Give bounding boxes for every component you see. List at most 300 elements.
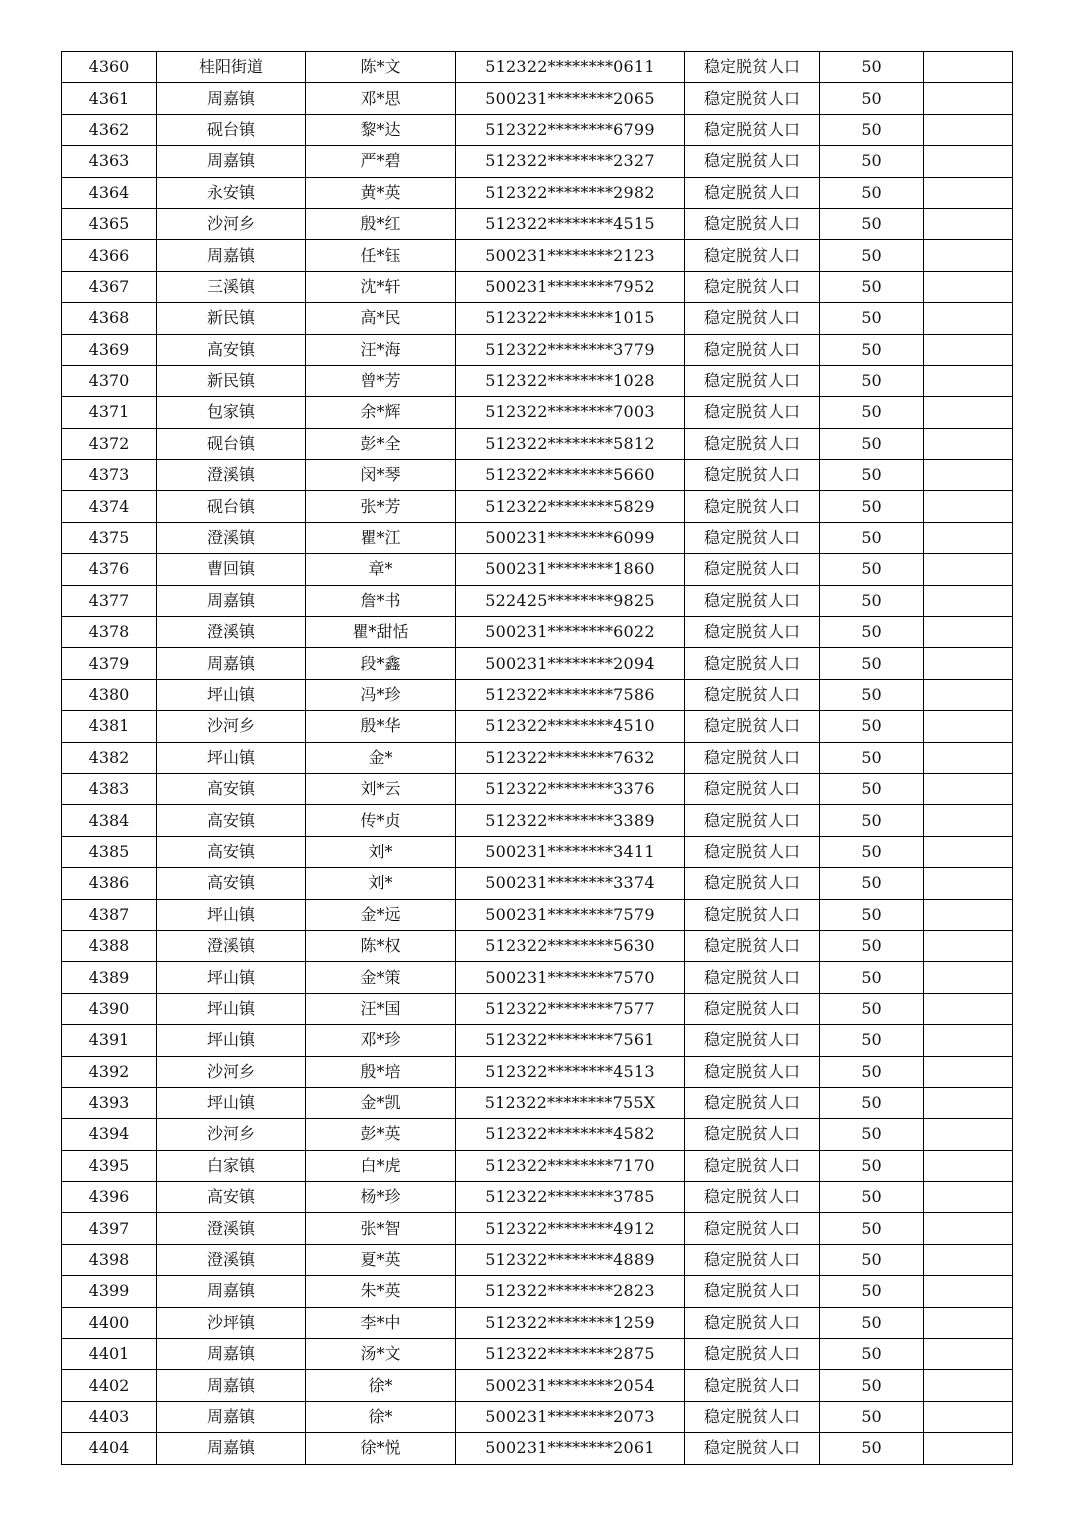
table-row xyxy=(62,648,1013,679)
table-row xyxy=(62,868,1013,899)
id-number-cell: 512322********5630 xyxy=(456,930,685,961)
category-cell: 稳定脱贫人口 xyxy=(685,711,820,742)
table-row xyxy=(62,460,1013,491)
subsidy-recipient-table xyxy=(61,51,1013,1465)
table-row xyxy=(62,1401,1013,1432)
town-cell: 坪山镇 xyxy=(157,742,306,773)
note-cell xyxy=(924,522,1013,553)
id-number-cell: 500231********7579 xyxy=(456,899,685,930)
amount-cell: 50 xyxy=(820,1401,924,1432)
category-cell: 稳定脱贫人口 xyxy=(685,868,820,899)
table-row xyxy=(62,491,1013,522)
town-cell: 澄溪镇 xyxy=(157,522,306,553)
name-cell: 曾*芳 xyxy=(306,365,456,396)
note-cell xyxy=(924,868,1013,899)
serial-number-cell: 4377 xyxy=(62,585,157,616)
amount-cell: 50 xyxy=(820,240,924,271)
table-row xyxy=(62,1087,1013,1118)
table-row xyxy=(62,1339,1013,1370)
table-row xyxy=(62,334,1013,365)
town-cell: 坪山镇 xyxy=(157,679,306,710)
amount-cell: 50 xyxy=(820,1150,924,1181)
name-cell: 瞿*甜恬 xyxy=(306,617,456,648)
name-cell: 任*钰 xyxy=(306,240,456,271)
note-cell xyxy=(924,491,1013,522)
table-row xyxy=(62,1025,1013,1056)
serial-number-cell: 4378 xyxy=(62,617,157,648)
note-cell xyxy=(924,742,1013,773)
serial-number-cell: 4391 xyxy=(62,1025,157,1056)
table-row xyxy=(62,899,1013,930)
note-cell xyxy=(924,805,1013,836)
serial-number-cell: 4371 xyxy=(62,397,157,428)
town-cell: 坪山镇 xyxy=(157,993,306,1024)
name-cell: 邓*珍 xyxy=(306,1025,456,1056)
category-cell: 稳定脱贫人口 xyxy=(685,1150,820,1181)
id-number-cell: 512322********4912 xyxy=(456,1213,685,1244)
table-row xyxy=(62,1244,1013,1275)
category-cell: 稳定脱贫人口 xyxy=(685,1401,820,1432)
table-row xyxy=(62,1182,1013,1213)
name-cell: 冯*珍 xyxy=(306,679,456,710)
note-cell xyxy=(924,617,1013,648)
id-number-cell: 512322********5829 xyxy=(456,491,685,522)
note-cell xyxy=(924,1433,1013,1464)
id-number-cell: 522425********9825 xyxy=(456,585,685,616)
table-row xyxy=(62,1150,1013,1181)
serial-number-cell: 4399 xyxy=(62,1276,157,1307)
town-cell: 周嘉镇 xyxy=(157,1401,306,1432)
id-number-cell: 500231********6099 xyxy=(456,522,685,553)
serial-number-cell: 4385 xyxy=(62,836,157,867)
town-cell: 高安镇 xyxy=(157,836,306,867)
note-cell xyxy=(924,1307,1013,1338)
name-cell: 殷*华 xyxy=(306,711,456,742)
table-row xyxy=(62,617,1013,648)
table-row xyxy=(62,522,1013,553)
town-cell: 砚台镇 xyxy=(157,491,306,522)
town-cell: 周嘉镇 xyxy=(157,83,306,114)
id-number-cell: 512322********6799 xyxy=(456,114,685,145)
amount-cell: 50 xyxy=(820,711,924,742)
category-cell: 稳定脱贫人口 xyxy=(685,993,820,1024)
amount-cell: 50 xyxy=(820,1307,924,1338)
town-cell: 周嘉镇 xyxy=(157,1370,306,1401)
amount-cell: 50 xyxy=(820,1370,924,1401)
category-cell: 稳定脱贫人口 xyxy=(685,1244,820,1275)
town-cell: 永安镇 xyxy=(157,177,306,208)
name-cell: 瞿*江 xyxy=(306,522,456,553)
serial-number-cell: 4374 xyxy=(62,491,157,522)
serial-number-cell: 4398 xyxy=(62,1244,157,1275)
town-cell: 澄溪镇 xyxy=(157,460,306,491)
town-cell: 坪山镇 xyxy=(157,1025,306,1056)
table-row xyxy=(62,114,1013,145)
category-cell: 稳定脱贫人口 xyxy=(685,146,820,177)
name-cell: 陈*文 xyxy=(306,52,456,83)
amount-cell: 50 xyxy=(820,83,924,114)
name-cell: 殷*培 xyxy=(306,1056,456,1087)
serial-number-cell: 4404 xyxy=(62,1433,157,1464)
id-number-cell: 500231********1860 xyxy=(456,554,685,585)
table-row xyxy=(62,1276,1013,1307)
name-cell: 段*鑫 xyxy=(306,648,456,679)
id-number-cell: 512322********0611 xyxy=(456,52,685,83)
name-cell: 黎*达 xyxy=(306,114,456,145)
id-number-cell: 500231********2073 xyxy=(456,1401,685,1432)
id-number-cell: 512322********2982 xyxy=(456,177,685,208)
town-cell: 沙河乡 xyxy=(157,1056,306,1087)
category-cell: 稳定脱贫人口 xyxy=(685,52,820,83)
note-cell xyxy=(924,1276,1013,1307)
id-number-cell: 512322********2875 xyxy=(456,1339,685,1370)
category-cell: 稳定脱贫人口 xyxy=(685,1276,820,1307)
town-cell: 沙河乡 xyxy=(157,1119,306,1150)
name-cell: 章* xyxy=(306,554,456,585)
id-number-cell: 512322********2823 xyxy=(456,1276,685,1307)
town-cell: 砚台镇 xyxy=(157,114,306,145)
note-cell xyxy=(924,428,1013,459)
table-row xyxy=(62,711,1013,742)
table-row xyxy=(62,397,1013,428)
town-cell: 曹回镇 xyxy=(157,554,306,585)
name-cell: 张*芳 xyxy=(306,491,456,522)
town-cell: 周嘉镇 xyxy=(157,1276,306,1307)
table-row xyxy=(62,83,1013,114)
town-cell: 高安镇 xyxy=(157,773,306,804)
table-row xyxy=(62,1307,1013,1338)
amount-cell: 50 xyxy=(820,177,924,208)
amount-cell: 50 xyxy=(820,648,924,679)
table-row xyxy=(62,962,1013,993)
name-cell: 彭*英 xyxy=(306,1119,456,1150)
name-cell: 张*智 xyxy=(306,1213,456,1244)
table-row xyxy=(62,428,1013,459)
note-cell xyxy=(924,1150,1013,1181)
serial-number-cell: 4367 xyxy=(62,271,157,302)
id-number-cell: 500231********7952 xyxy=(456,271,685,302)
category-cell: 稳定脱贫人口 xyxy=(685,742,820,773)
town-cell: 周嘉镇 xyxy=(157,648,306,679)
category-cell: 稳定脱贫人口 xyxy=(685,208,820,239)
serial-number-cell: 4373 xyxy=(62,460,157,491)
note-cell xyxy=(924,836,1013,867)
id-number-cell: 512322********2327 xyxy=(456,146,685,177)
serial-number-cell: 4376 xyxy=(62,554,157,585)
category-cell: 稳定脱贫人口 xyxy=(685,114,820,145)
serial-number-cell: 4366 xyxy=(62,240,157,271)
serial-number-cell: 4372 xyxy=(62,428,157,459)
serial-number-cell: 4397 xyxy=(62,1213,157,1244)
category-cell: 稳定脱贫人口 xyxy=(685,1182,820,1213)
town-cell: 新民镇 xyxy=(157,365,306,396)
name-cell: 徐* xyxy=(306,1370,456,1401)
amount-cell: 50 xyxy=(820,868,924,899)
town-cell: 澄溪镇 xyxy=(157,617,306,648)
name-cell: 金* xyxy=(306,742,456,773)
category-cell: 稳定脱贫人口 xyxy=(685,83,820,114)
amount-cell: 50 xyxy=(820,397,924,428)
name-cell: 闵*琴 xyxy=(306,460,456,491)
serial-number-cell: 4389 xyxy=(62,962,157,993)
amount-cell: 50 xyxy=(820,1433,924,1464)
category-cell: 稳定脱贫人口 xyxy=(685,240,820,271)
category-cell: 稳定脱贫人口 xyxy=(685,930,820,961)
table-row xyxy=(62,271,1013,302)
table-row xyxy=(62,930,1013,961)
note-cell xyxy=(924,648,1013,679)
town-cell: 沙河乡 xyxy=(157,711,306,742)
note-cell xyxy=(924,1370,1013,1401)
id-number-cell: 512322********7632 xyxy=(456,742,685,773)
name-cell: 金*策 xyxy=(306,962,456,993)
category-cell: 稳定脱贫人口 xyxy=(685,1307,820,1338)
category-cell: 稳定脱贫人口 xyxy=(685,617,820,648)
id-number-cell: 512322********4515 xyxy=(456,208,685,239)
category-cell: 稳定脱贫人口 xyxy=(685,836,820,867)
town-cell: 澄溪镇 xyxy=(157,930,306,961)
serial-number-cell: 4392 xyxy=(62,1056,157,1087)
name-cell: 高*民 xyxy=(306,303,456,334)
category-cell: 稳定脱贫人口 xyxy=(685,773,820,804)
amount-cell: 50 xyxy=(820,1119,924,1150)
serial-number-cell: 4402 xyxy=(62,1370,157,1401)
name-cell: 余*辉 xyxy=(306,397,456,428)
name-cell: 邓*思 xyxy=(306,83,456,114)
note-cell xyxy=(924,554,1013,585)
name-cell: 黄*英 xyxy=(306,177,456,208)
id-number-cell: 512322********5812 xyxy=(456,428,685,459)
note-cell xyxy=(924,365,1013,396)
table-row xyxy=(62,1056,1013,1087)
serial-number-cell: 4401 xyxy=(62,1339,157,1370)
category-cell: 稳定脱贫人口 xyxy=(685,491,820,522)
amount-cell: 50 xyxy=(820,1025,924,1056)
category-cell: 稳定脱贫人口 xyxy=(685,397,820,428)
amount-cell: 50 xyxy=(820,271,924,302)
note-cell xyxy=(924,52,1013,83)
serial-number-cell: 4395 xyxy=(62,1150,157,1181)
table-row xyxy=(62,1213,1013,1244)
category-cell: 稳定脱贫人口 xyxy=(685,1119,820,1150)
name-cell: 杨*珍 xyxy=(306,1182,456,1213)
note-cell xyxy=(924,711,1013,742)
serial-number-cell: 4390 xyxy=(62,993,157,1024)
note-cell xyxy=(924,334,1013,365)
serial-number-cell: 4363 xyxy=(62,146,157,177)
serial-number-cell: 4361 xyxy=(62,83,157,114)
town-cell: 三溪镇 xyxy=(157,271,306,302)
town-cell: 新民镇 xyxy=(157,303,306,334)
amount-cell: 50 xyxy=(820,208,924,239)
amount-cell: 50 xyxy=(820,742,924,773)
table-row xyxy=(62,208,1013,239)
serial-number-cell: 4383 xyxy=(62,773,157,804)
name-cell: 詹*书 xyxy=(306,585,456,616)
id-number-cell: 512322********755X xyxy=(456,1087,685,1118)
note-cell xyxy=(924,1119,1013,1150)
note-cell xyxy=(924,773,1013,804)
note-cell xyxy=(924,899,1013,930)
category-cell: 稳定脱贫人口 xyxy=(685,1370,820,1401)
note-cell xyxy=(924,679,1013,710)
amount-cell: 50 xyxy=(820,617,924,648)
serial-number-cell: 4381 xyxy=(62,711,157,742)
name-cell: 彭*全 xyxy=(306,428,456,459)
town-cell: 澄溪镇 xyxy=(157,1213,306,1244)
id-number-cell: 512322********1015 xyxy=(456,303,685,334)
note-cell xyxy=(924,1401,1013,1432)
amount-cell: 50 xyxy=(820,1276,924,1307)
category-cell: 稳定脱贫人口 xyxy=(685,177,820,208)
town-cell: 坪山镇 xyxy=(157,962,306,993)
amount-cell: 50 xyxy=(820,334,924,365)
name-cell: 刘* xyxy=(306,868,456,899)
town-cell: 周嘉镇 xyxy=(157,240,306,271)
note-cell xyxy=(924,1056,1013,1087)
id-number-cell: 500231********3374 xyxy=(456,868,685,899)
id-number-cell: 512322********7561 xyxy=(456,1025,685,1056)
amount-cell: 50 xyxy=(820,491,924,522)
name-cell: 夏*英 xyxy=(306,1244,456,1275)
table-row xyxy=(62,52,1013,83)
id-number-cell: 512322********4513 xyxy=(456,1056,685,1087)
table-row xyxy=(62,1119,1013,1150)
id-number-cell: 500231********2061 xyxy=(456,1433,685,1464)
id-number-cell: 512322********3389 xyxy=(456,805,685,836)
serial-number-cell: 4365 xyxy=(62,208,157,239)
table-row xyxy=(62,365,1013,396)
note-cell xyxy=(924,303,1013,334)
note-cell xyxy=(924,1087,1013,1118)
town-cell: 周嘉镇 xyxy=(157,585,306,616)
id-number-cell: 500231********7570 xyxy=(456,962,685,993)
id-number-cell: 512322********3785 xyxy=(456,1182,685,1213)
amount-cell: 50 xyxy=(820,460,924,491)
note-cell xyxy=(924,177,1013,208)
name-cell: 汤*文 xyxy=(306,1339,456,1370)
amount-cell: 50 xyxy=(820,930,924,961)
serial-number-cell: 4370 xyxy=(62,365,157,396)
id-number-cell: 512322********3779 xyxy=(456,334,685,365)
town-cell: 坪山镇 xyxy=(157,899,306,930)
amount-cell: 50 xyxy=(820,554,924,585)
id-number-cell: 500231********2123 xyxy=(456,240,685,271)
town-cell: 桂阳街道 xyxy=(157,52,306,83)
amount-cell: 50 xyxy=(820,428,924,459)
table-row xyxy=(62,303,1013,334)
table-row xyxy=(62,177,1013,208)
id-number-cell: 512322********4510 xyxy=(456,711,685,742)
table-row xyxy=(62,993,1013,1024)
amount-cell: 50 xyxy=(820,146,924,177)
town-cell: 周嘉镇 xyxy=(157,146,306,177)
note-cell xyxy=(924,1244,1013,1275)
note-cell xyxy=(924,1025,1013,1056)
serial-number-cell: 4380 xyxy=(62,679,157,710)
table-row xyxy=(62,742,1013,773)
note-cell xyxy=(924,208,1013,239)
name-cell: 传*贞 xyxy=(306,805,456,836)
id-number-cell: 512322********7577 xyxy=(456,993,685,1024)
amount-cell: 50 xyxy=(820,1213,924,1244)
category-cell: 稳定脱贫人口 xyxy=(685,899,820,930)
town-cell: 沙河乡 xyxy=(157,208,306,239)
serial-number-cell: 4396 xyxy=(62,1182,157,1213)
name-cell: 白*虎 xyxy=(306,1150,456,1181)
serial-number-cell: 4382 xyxy=(62,742,157,773)
table-row xyxy=(62,1370,1013,1401)
serial-number-cell: 4394 xyxy=(62,1119,157,1150)
category-cell: 稳定脱贫人口 xyxy=(685,805,820,836)
table-row xyxy=(62,773,1013,804)
table-row xyxy=(62,240,1013,271)
note-cell xyxy=(924,585,1013,616)
table-row xyxy=(62,805,1013,836)
name-cell: 殷*红 xyxy=(306,208,456,239)
town-cell: 周嘉镇 xyxy=(157,1339,306,1370)
serial-number-cell: 4362 xyxy=(62,114,157,145)
id-number-cell: 512322********1028 xyxy=(456,365,685,396)
amount-cell: 50 xyxy=(820,1087,924,1118)
town-cell: 澄溪镇 xyxy=(157,1244,306,1275)
amount-cell: 50 xyxy=(820,773,924,804)
amount-cell: 50 xyxy=(820,679,924,710)
name-cell: 朱*英 xyxy=(306,1276,456,1307)
category-cell: 稳定脱贫人口 xyxy=(685,648,820,679)
category-cell: 稳定脱贫人口 xyxy=(685,1339,820,1370)
category-cell: 稳定脱贫人口 xyxy=(685,679,820,710)
amount-cell: 50 xyxy=(820,836,924,867)
name-cell: 李*中 xyxy=(306,1307,456,1338)
note-cell xyxy=(924,240,1013,271)
category-cell: 稳定脱贫人口 xyxy=(685,1433,820,1464)
amount-cell: 50 xyxy=(820,114,924,145)
table-row xyxy=(62,836,1013,867)
serial-number-cell: 4364 xyxy=(62,177,157,208)
note-cell xyxy=(924,962,1013,993)
serial-number-cell: 4379 xyxy=(62,648,157,679)
note-cell xyxy=(924,146,1013,177)
amount-cell: 50 xyxy=(820,962,924,993)
amount-cell: 50 xyxy=(820,522,924,553)
category-cell: 稳定脱贫人口 xyxy=(685,428,820,459)
id-number-cell: 512322********7586 xyxy=(456,679,685,710)
category-cell: 稳定脱贫人口 xyxy=(685,460,820,491)
note-cell xyxy=(924,1339,1013,1370)
name-cell: 严*碧 xyxy=(306,146,456,177)
note-cell xyxy=(924,993,1013,1024)
name-cell: 汪*海 xyxy=(306,334,456,365)
town-cell: 高安镇 xyxy=(157,334,306,365)
note-cell xyxy=(924,114,1013,145)
id-number-cell: 512322********7170 xyxy=(456,1150,685,1181)
amount-cell: 50 xyxy=(820,1056,924,1087)
id-number-cell: 500231********2065 xyxy=(456,83,685,114)
id-number-cell: 512322********4582 xyxy=(456,1119,685,1150)
note-cell xyxy=(924,83,1013,114)
id-number-cell: 500231********2094 xyxy=(456,648,685,679)
category-cell: 稳定脱贫人口 xyxy=(685,585,820,616)
amount-cell: 50 xyxy=(820,993,924,1024)
serial-number-cell: 4369 xyxy=(62,334,157,365)
town-cell: 包家镇 xyxy=(157,397,306,428)
category-cell: 稳定脱贫人口 xyxy=(685,1025,820,1056)
category-cell: 稳定脱贫人口 xyxy=(685,1056,820,1087)
amount-cell: 50 xyxy=(820,585,924,616)
category-cell: 稳定脱贫人口 xyxy=(685,271,820,302)
serial-number-cell: 4360 xyxy=(62,52,157,83)
